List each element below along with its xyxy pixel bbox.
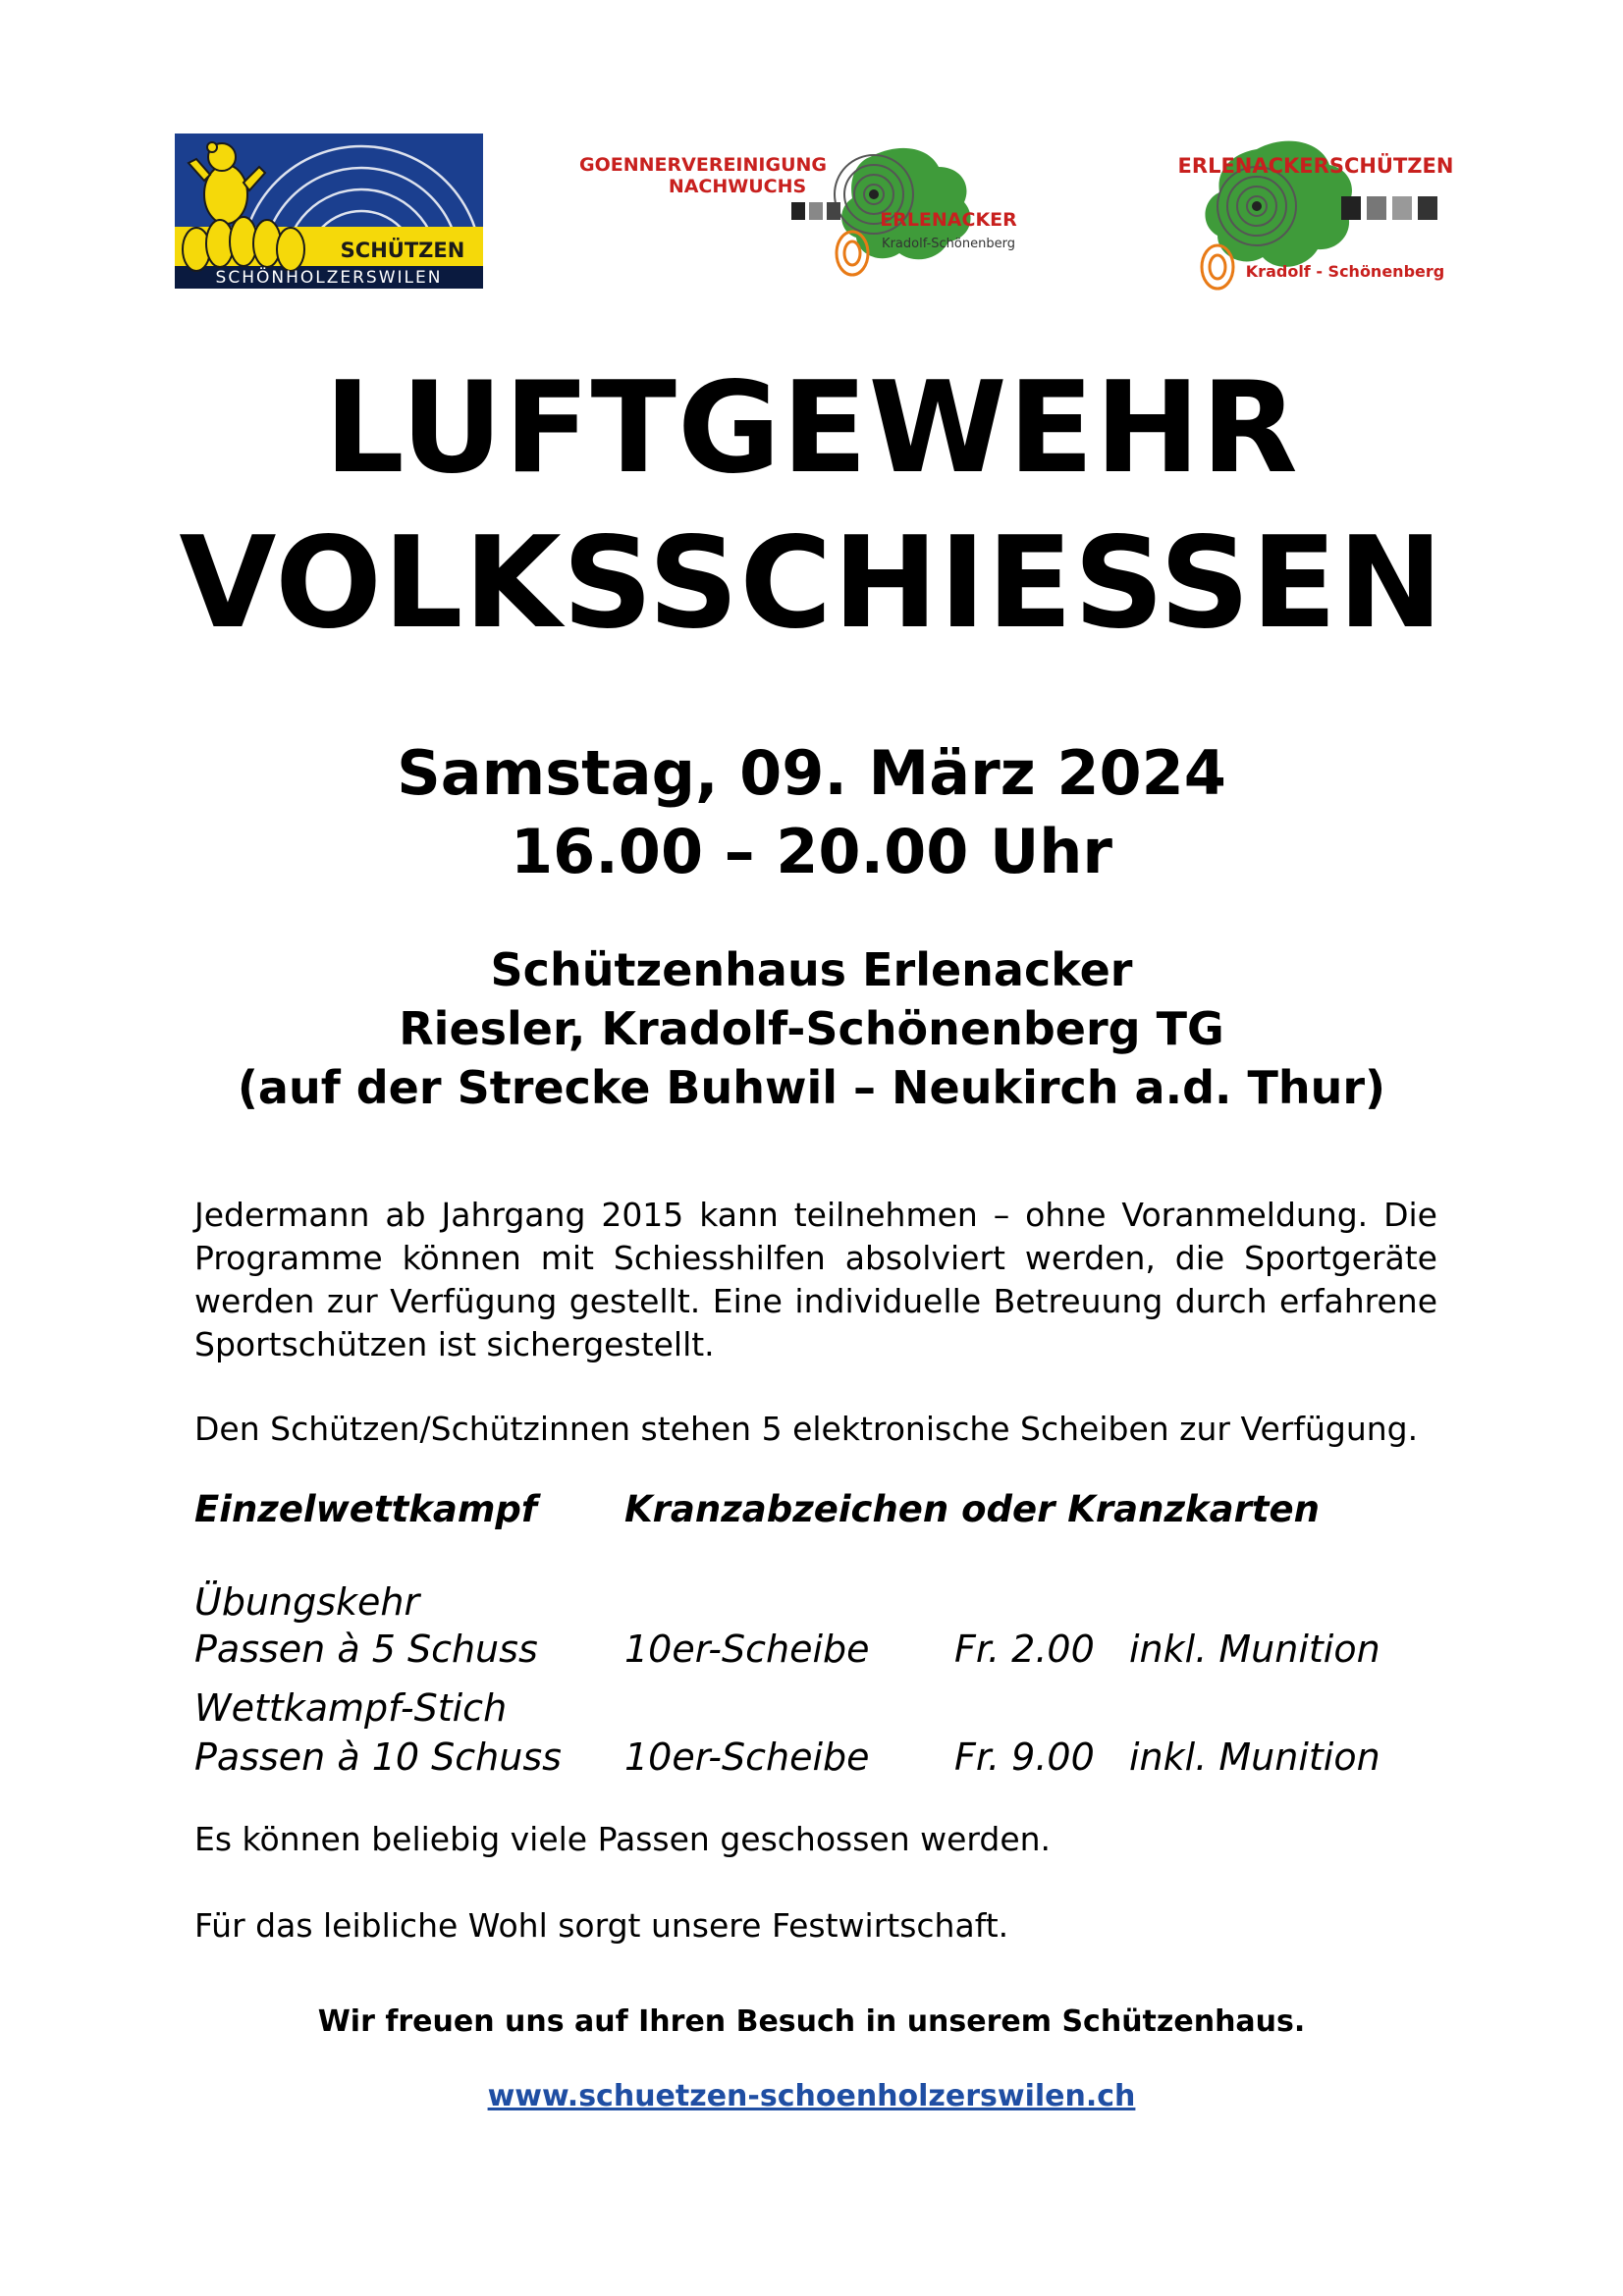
program-price: Fr. 9.00 bbox=[954, 1735, 1095, 1779]
screens-paragraph: Den Schützen/Schützinnen stehen 5 elektronische Scheiben zur Verfügung. bbox=[194, 1410, 1419, 1448]
intro-paragraph: Jedermann ab Jahrgang 2015 kann teilnehmen – ohne Voranmeldung. Die Programme können mit Schiesshilfen absolviert werden, die Sportgeräte werden zur Verfügung gestellt. Eine individuelle Betreuung durch erfahrene Sportschützen ist sichergestellt. bbox=[194, 1196, 1437, 1363]
program-name: Wettkampf-Stich bbox=[194, 1686, 508, 1730]
competition-header-right: Kranzabzeichen oder Kranzkarten bbox=[624, 1488, 1320, 1530]
program-name: Übungskehr bbox=[194, 1580, 420, 1624]
logo2-line3: ERLENACKER bbox=[880, 209, 1017, 231]
competition-header-left: Einzelwettkampf bbox=[194, 1488, 537, 1530]
passen-note: Es können beliebig viele Passen geschossen werden. bbox=[194, 1820, 1052, 1858]
schuetzen-schoenholzerswilen-logo bbox=[175, 133, 483, 289]
headline-line1: LUFTGEWEHR bbox=[324, 355, 1299, 502]
logo3-line1: ERLENACKERSCHÜTZEN bbox=[1177, 154, 1454, 178]
goennervereinigung-logo bbox=[575, 137, 1066, 283]
closing-line: Wir freuen uns auf Ihren Besuch in unserem Schützenhaus. bbox=[317, 2004, 1306, 2039]
program-target: 10er-Scheibe bbox=[624, 1628, 870, 1671]
logo2-line2: NACHWUCHS bbox=[668, 176, 807, 197]
erlenackerschuetzen-logo bbox=[1149, 135, 1473, 293]
logo1-line1: SCHÜTZEN bbox=[340, 239, 465, 262]
logo3-line2: Kradolf - Schönenberg bbox=[1245, 262, 1445, 281]
program-price: Fr. 2.00 bbox=[954, 1628, 1095, 1671]
program-passen: Passen à 10 Schuss bbox=[194, 1735, 562, 1779]
venue-directions: (auf der Strecke Buhwil – Neukirch a.d. Thur) bbox=[237, 1061, 1386, 1114]
headline-line2: VOLKSSCHIESSEN bbox=[179, 510, 1444, 657]
logo2-line4: Kradolf-Schönenberg bbox=[882, 237, 1015, 251]
event-date: Samstag, 09. März 2024 bbox=[397, 737, 1226, 809]
program-note: inkl. Munition bbox=[1129, 1735, 1380, 1779]
venue-address: Riesler, Kradolf-Schönenberg TG bbox=[399, 1002, 1224, 1055]
venue-name: Schützenhaus Erlenacker bbox=[490, 943, 1133, 996]
logo1-line2: SCHÖNHOLZERSWILEN bbox=[215, 268, 443, 288]
logo2-line1: GOENNERVEREINIGUNG bbox=[579, 154, 827, 176]
food-note: Für das leibliche Wohl sorgt unsere Festwirtschaft. bbox=[194, 1906, 1009, 1945]
program-target: 10er-Scheibe bbox=[624, 1735, 870, 1779]
website-link[interactable]: www.schuetzen-schoenholzerswilen.ch bbox=[487, 2079, 1136, 2113]
program-note: inkl. Munition bbox=[1129, 1628, 1380, 1671]
event-time: 16.00 – 20.00 Uhr bbox=[510, 816, 1113, 887]
program-passen: Passen à 5 Schuss bbox=[194, 1628, 538, 1671]
